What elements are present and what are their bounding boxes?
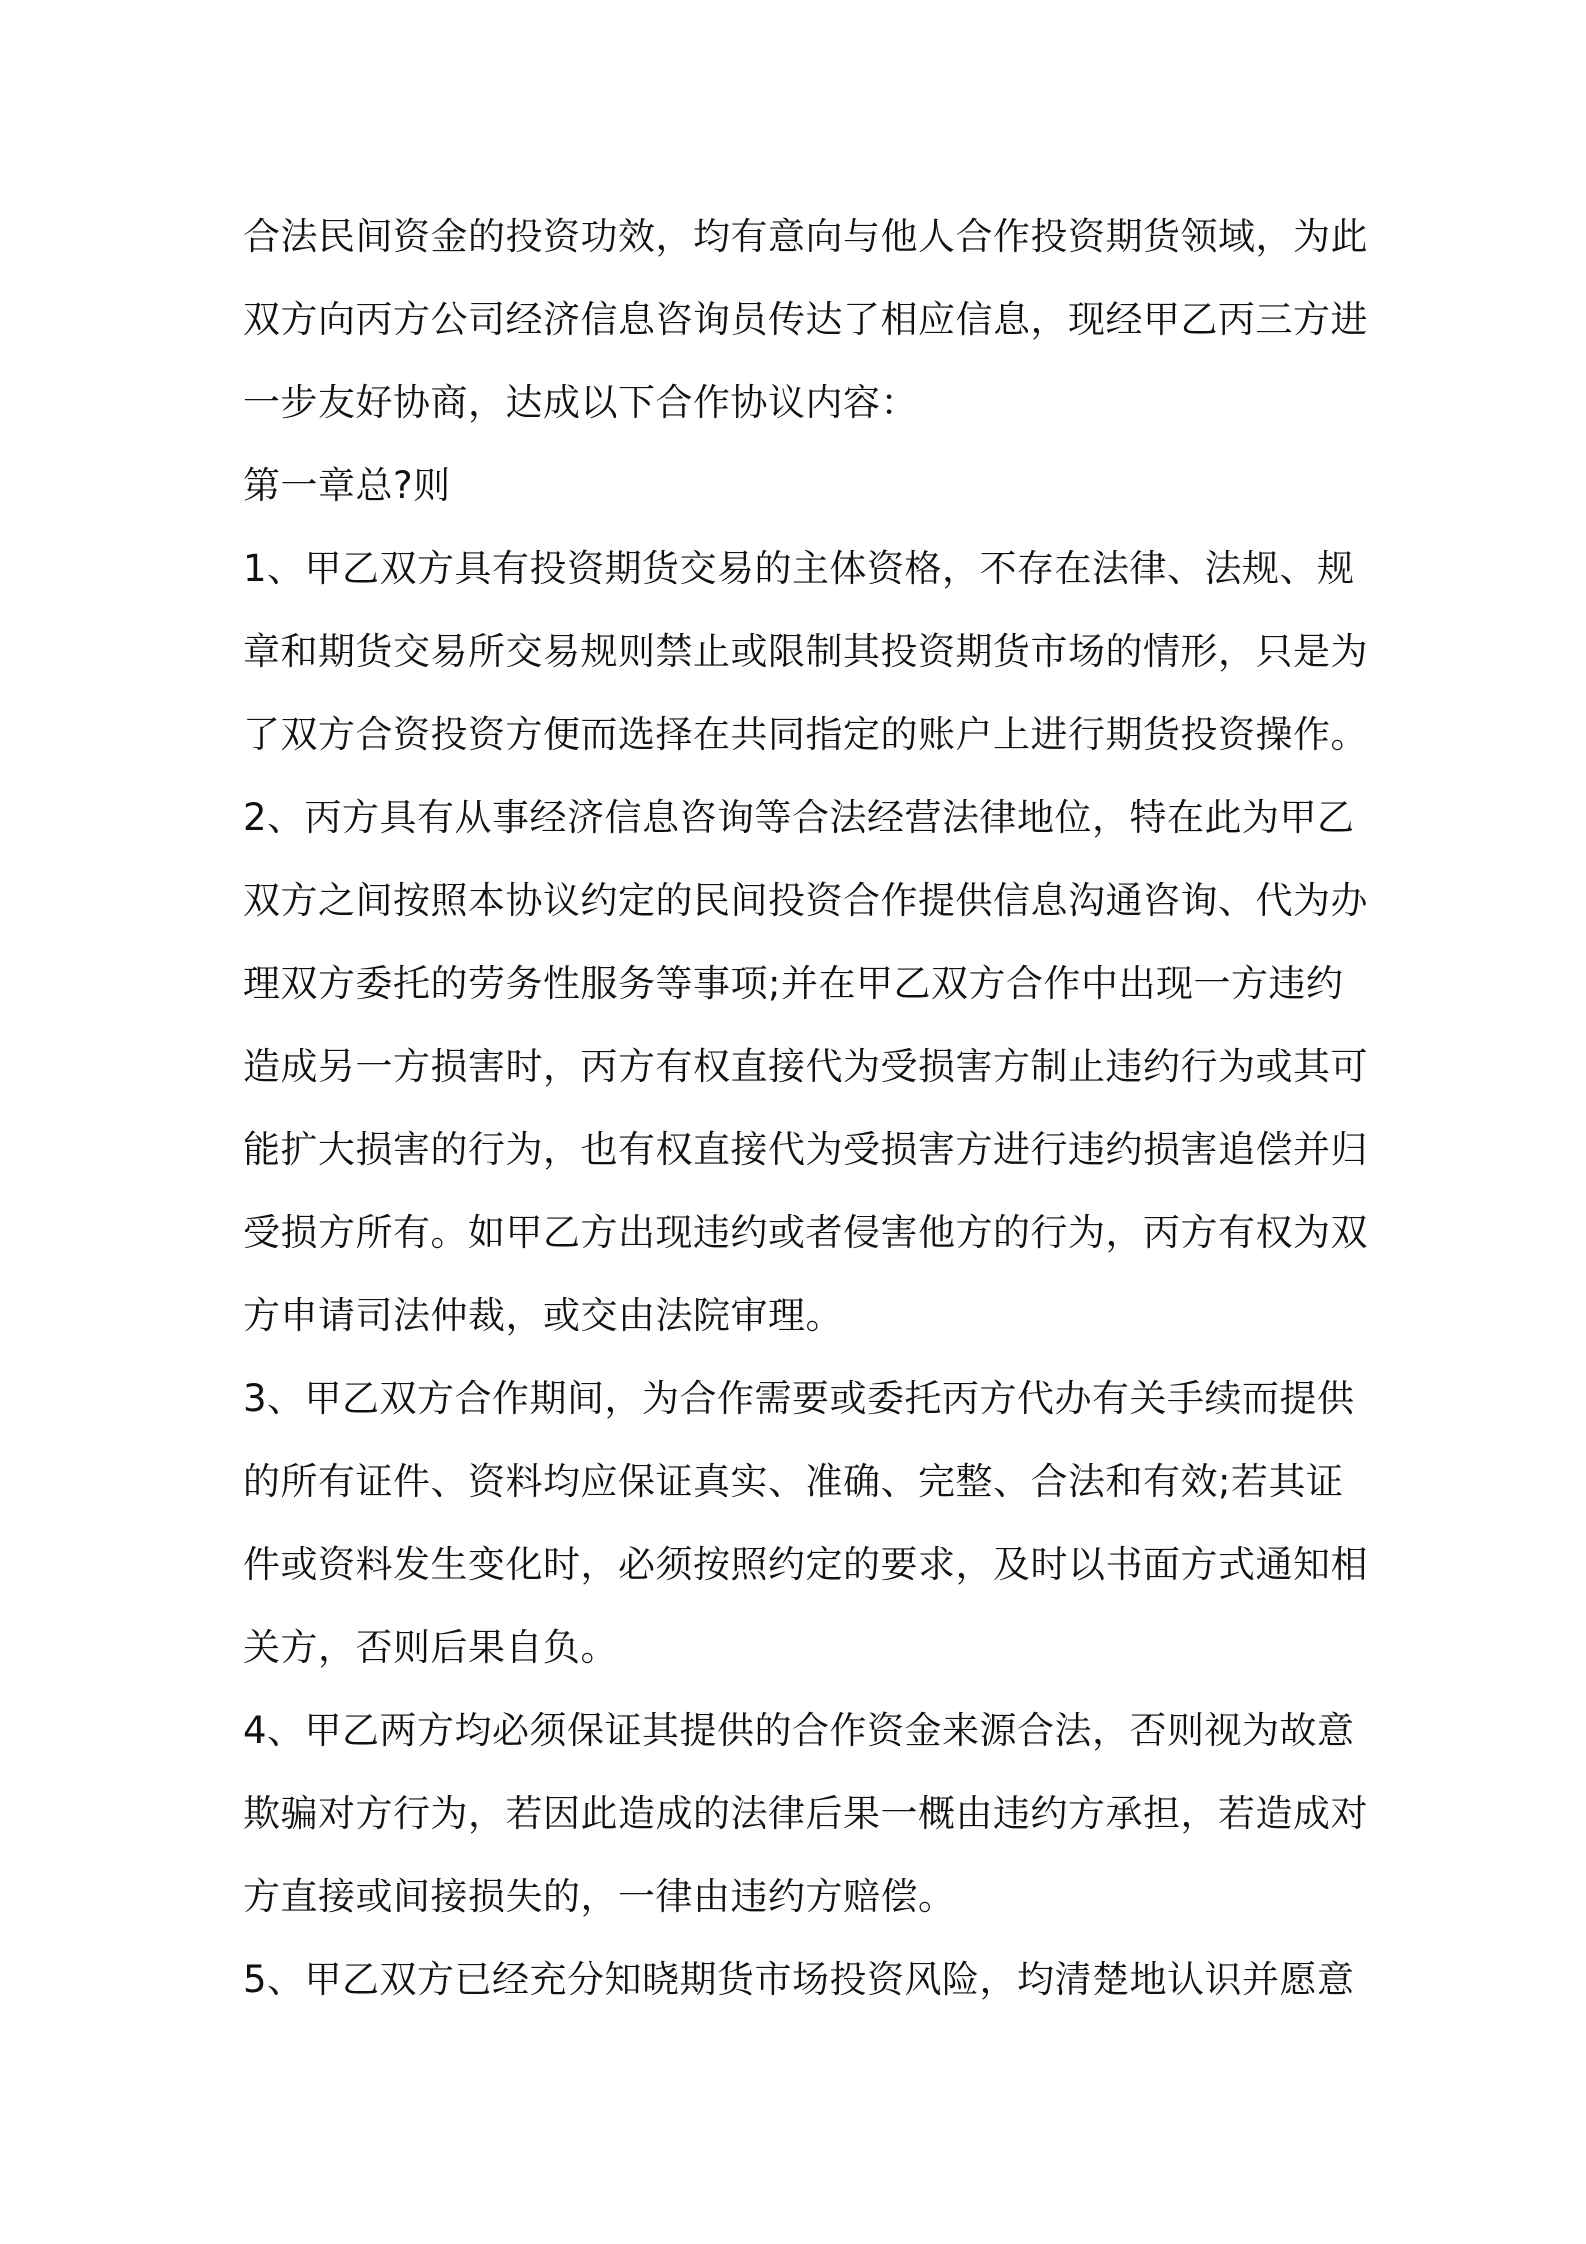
text-line: 合法民间资金的投资功效，均有意向与他人合作投资期货领域，为此 [243,215,1368,258]
text-line: 理双方委托的劳务性服务等事项;并在甲乙双方合作中出现一方违约 [243,962,1344,1005]
text-line: 造成另一方损害时，丙方有权直接代为受损害方制止违约行为或其可 [243,1045,1368,1088]
text-line: 双方之间按照本协议约定的民间投资合作提供信息沟通咨询、代为办 [243,879,1368,922]
text-line: 一步友好协商，达成以下合作协议内容： [243,381,918,424]
text-line: 件或资料发生变化时，必须按照约定的要求，及时以书面方式通知相 [243,1543,1368,1586]
chapter-heading: 第一章总?则 [243,464,451,507]
text-line: 方申请司法仲裁，或交由法院审理。 [243,1294,843,1337]
text-line: 章和期货交易所交易规则禁止或限制其投资期货市场的情形，只是为 [243,630,1368,673]
text-line: 受损方所有。如甲乙方出现违约或者侵害他方的行为，丙方有权为双 [243,1211,1368,1254]
text-line: 2、丙方具有从事经济信息咨询等合法经营法律地位，特在此为甲乙 [243,796,1355,839]
text-line: 1、甲乙双方具有投资期货交易的主体资格，不存在法律、法规、规 [243,547,1355,590]
text-line: 3、甲乙双方合作期间，为合作需要或委托丙方代办有关手续而提供 [243,1377,1355,1420]
text-line: 4、甲乙两方均必须保证其提供的合作资金来源合法，否则视为故意 [243,1709,1355,1752]
text-line: 了双方合资投资方便而选择在共同指定的账户上进行期货投资操作。 [243,713,1368,756]
text-line: 方直接或间接损失的，一律由违约方赔偿。 [243,1875,956,1918]
text-line: 关方，否则后果自负。 [243,1626,618,1669]
text-line: 双方向丙方公司经济信息咨询员传达了相应信息，现经甲乙丙三方进 [243,298,1368,341]
text-line: 的所有证件、资料均应保证真实、准确、完整、合法和有效;若其证 [243,1460,1344,1503]
text-line: 能扩大损害的行为，也有权直接代为受损害方进行违约损害追偿并归 [243,1128,1368,1171]
document-body [243,195,1368,2021]
text-line: 欺骗对方行为，若因此造成的法律后果一概由违约方承担，若造成对 [243,1792,1368,1835]
text-line: 5、甲乙双方已经充分知晓期货市场投资风险，均清楚地认识并愿意 [243,1958,1355,2001]
